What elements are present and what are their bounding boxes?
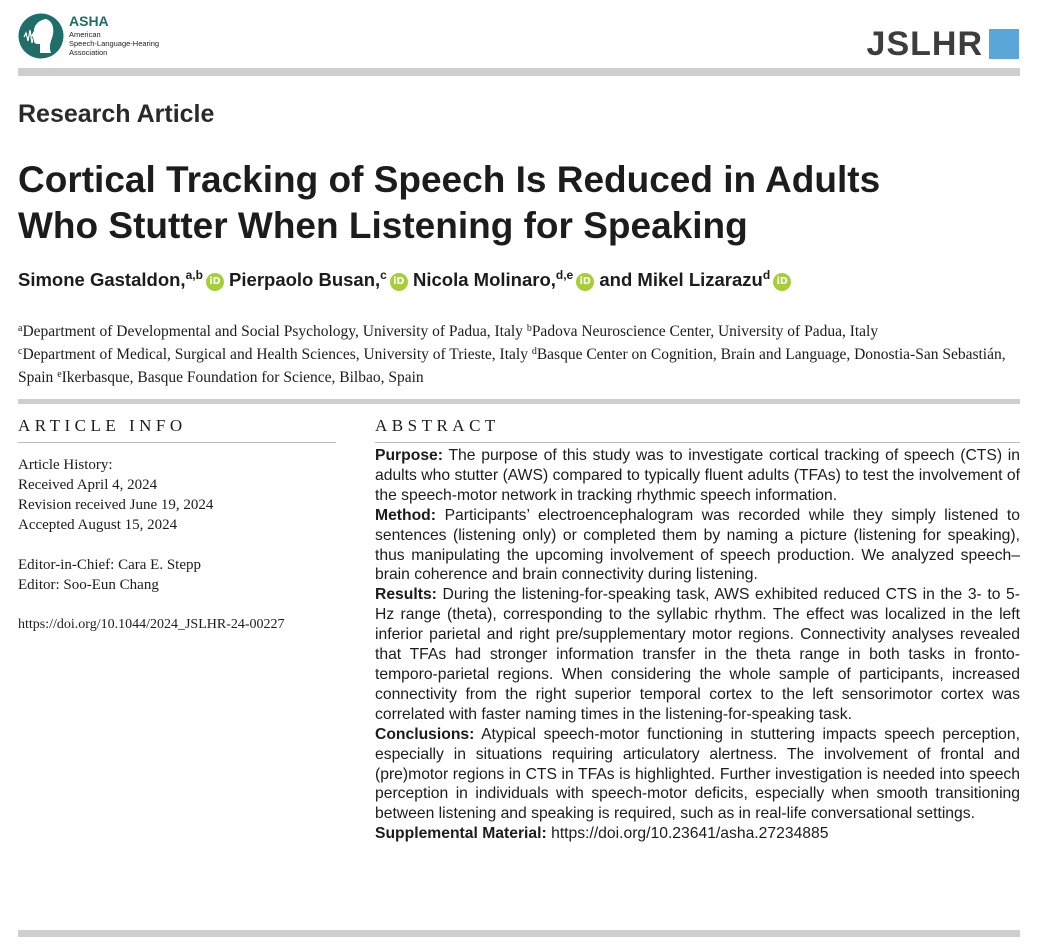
author-1 [18,269,224,290]
author-affil-sup: c [380,268,387,282]
abstract-rule [375,442,1020,443]
society-name: ASHA [69,13,109,29]
conclusions-text: Atypical speech-motor functioning in stuttering impacts speech perception, especially in situations requiring articulatory alertness. The involvement of frontal and (pre)motor regions in CTS in TFAs is highlighted. Further investigation is needed into speech perception in individuals with speech-motor deficits, especially when smooth transitioning between listening and speaking is required, such as in real-life conversational settings. [375,725,1020,823]
society-sub-1: American [69,30,101,39]
author-4 [599,269,791,290]
author-name: and Mikel Lizarazu [599,269,763,290]
purpose-text: The purpose of this study was to investigate cortical tracking of speech (CTS) in adults who stutter (AWS) compared to typically fluent adults (TFAs) to test the involvement of the speech-motor network in tracking rhythmic speech information. [375,447,1020,504]
society-sub-3: Association [69,48,108,57]
received-date: Received April 4, 2024 [18,477,158,493]
section-divider [18,399,1020,404]
journal-logo-square-icon [989,29,1019,59]
results-text: During the listening-for-speaking task, AWS exhibited reduced CTS in the 3- to 5-Hz range (theta), corresponding to the syllabic rhythm. The effect was localized in the left inferior parietal and right pre/supplementary motor regions. Connectivity analyses revealed that TFAs had stronger information transfer in the theta range in both tasks in fronto-temporo-parietal regions. When considering the whole sample of participants, increased connectivity from the right superior temporal cortex to the left sensorimotor cortex was correlated with faster naming times in the listening-for-speaking task. [375,586,1020,723]
article-type: Research Article [18,100,215,128]
abstract-results [375,585,1020,724]
affil-sup: a [18,323,23,334]
affil-text: Department of Developmental and Social Psychology, University of Padua, Italy [22,323,527,340]
affiliations [18,319,1020,388]
asha-wordmark [69,14,189,57]
article-title [18,157,1018,249]
journal-name: JSLHR [866,25,983,63]
revision-date: Revision received June 19, 2024 [18,497,214,513]
author-list [18,268,791,291]
affil-text: Ikerbasque, Basque Foundation for Science, Bilbao, Spain [61,369,424,386]
title-line-1: Cortical Tracking of Speech Is Reduced in Adults [18,159,881,200]
affil-sup: d [531,346,537,357]
editor-in-chief: Editor-in-Chief: Cara E. Stepp [18,557,201,573]
supplemental-link[interactable]: https://doi.org/10.23641/asha.27234885 [546,825,829,843]
affil-text: Basque Center on Cognition, Brain and Language, Donostia-San Sebastián, Spain [18,346,1006,386]
conclusions-label: Conclusions: [375,725,475,743]
author-affil-sup: a,b [185,268,203,282]
method-text: Participants’ electroencephalogram was recorded while they simply listened to sentences (listening only) or completed them by naming a picture (listening for speaking), thus manipulating the upcoming involvement of speech production. We analyzed speech–brain coherence and brain connectivity during listening. [375,506,1020,584]
editor: Editor: Soo-Eun Chang [18,577,159,593]
abstract [375,416,1020,844]
orcid-icon[interactable]: iD [390,273,408,291]
method-label: Method: [375,506,436,524]
affil-sup: e [57,369,62,380]
abstract-method [375,506,1020,586]
title-line-2: Who Stutter When Listening for Speaking [18,205,748,246]
author-2 [229,269,408,290]
affil-text: Padova Neuroscience Center, University of Padua, Italy [531,323,879,340]
results-label: Results: [375,586,437,604]
abstract-heading: ABSTRACT [375,416,500,435]
abstract-purpose [375,446,1020,506]
supplemental-label: Supplemental Material: [375,825,547,843]
article-info [18,416,336,635]
history-label: Article History: [18,457,113,473]
abstract-supplemental [375,824,1020,844]
asha-logo-icon [18,13,64,59]
article-info-rule [18,442,336,443]
article-info-heading: ARTICLE INFO [18,416,187,435]
header-divider [18,68,1020,76]
orcid-icon[interactable]: iD [576,273,594,291]
author-affil-sup: d [762,268,771,282]
orcid-icon[interactable]: iD [773,273,791,291]
society-sub-2: Speech-Language-Hearing [69,39,160,48]
affil-text: Department of Medical, Surgical and Health Sciences, University of Trieste, Italy [22,346,532,363]
author-3 [413,269,594,290]
page-header [0,0,1053,70]
doi-link[interactable]: https://doi.org/10.1044/2024_JSLHR-24-00227 [18,617,285,632]
orcid-icon[interactable]: iD [206,273,224,291]
affil-sup: b [526,323,532,334]
footer-divider [18,930,1020,937]
affil-sup: c [18,346,23,357]
accepted-date: Accepted August 15, 2024 [18,517,178,533]
author-name: Nicola Molinaro, [413,269,556,290]
author-affil-sup: d,e [555,268,574,282]
purpose-label: Purpose: [375,447,443,464]
abstract-conclusions [375,725,1020,825]
author-name: Simone Gastaldon, [18,269,186,290]
journal-logo [867,26,1019,62]
author-name: Pierpaolo Busan, [229,269,381,290]
